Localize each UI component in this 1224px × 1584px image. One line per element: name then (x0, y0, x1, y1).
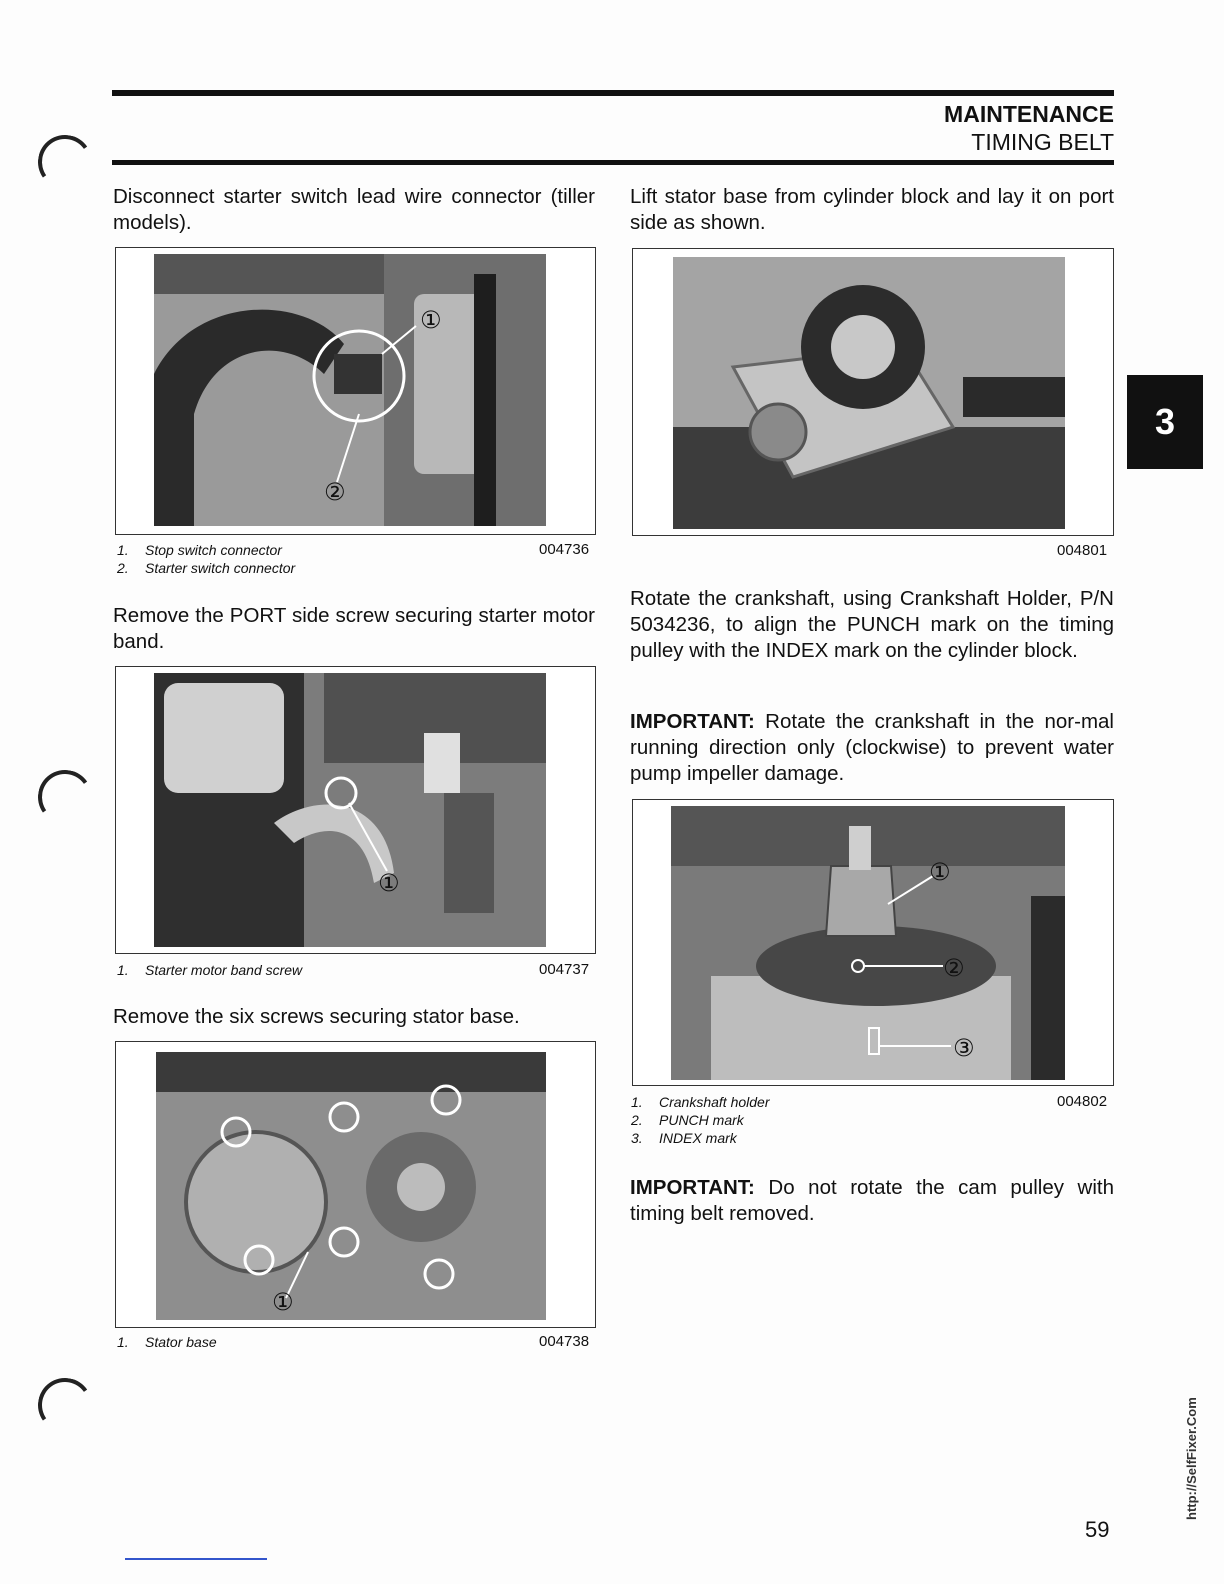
caption-list (117, 961, 417, 979)
header-rule-bottom (112, 160, 1114, 165)
important-label: IMPORTANT: (630, 710, 755, 733)
figure-number: 004802 (1057, 1093, 1108, 1110)
important-text: Do not rotate the cam pulley with timing belt removed. (630, 1176, 1114, 1225)
figure-stator-base (115, 1041, 596, 1328)
important-label: IMPORTANT: (630, 1176, 755, 1199)
caption-list (631, 1093, 931, 1147)
caption-item: 1. Crankshaft holder (631, 1094, 770, 1110)
figure-starter-connector (115, 247, 596, 535)
callout-1: ① (378, 870, 400, 897)
caption-item: 2. Starter switch connector (117, 560, 296, 576)
instruction-disconnect: Disconnect starter switch lead wire connector (tiller models). (113, 185, 595, 234)
instruction-lift-stator: Lift stator base from cylinder block and lay it on port side as shown. (630, 185, 1114, 234)
photo-stator-lifted (673, 257, 1065, 529)
photo-crankshaft-holder (671, 806, 1065, 1080)
caption-item: 3. INDEX mark (631, 1130, 737, 1146)
caption-item: 1. Stator base (117, 1334, 217, 1350)
caption-item: 1. Starter motor band screw (117, 962, 303, 978)
photo-starter-band (154, 673, 546, 947)
page-header (944, 100, 1114, 156)
binder-hole-top (34, 131, 97, 194)
bottom-rule (125, 1558, 267, 1560)
important-note-rotation (630, 709, 1114, 787)
instruction-remove-six-screws: Remove the six screws securing stator base. (113, 1005, 520, 1028)
subsection-title: TIMING BELT (971, 129, 1114, 155)
figure-number: 004738 (539, 1333, 590, 1350)
figure-number: 004736 (539, 541, 590, 558)
header-rule-top (112, 90, 1114, 96)
important-text: Rotate the crankshaft in the nor-mal running direction only (clockwise) to prevent water pump impeller damage. (630, 710, 1114, 785)
caption-item: 2. PUNCH mark (631, 1112, 744, 1128)
callout-1: ① (272, 1289, 294, 1316)
callout-2: ② (943, 955, 965, 982)
page-number: 59 (1085, 1517, 1110, 1542)
figure-stator-lifted (632, 248, 1114, 536)
figure-starter-band (115, 666, 596, 954)
caption-item: 1. Stop switch connector (117, 542, 282, 558)
binder-hole-middle (34, 766, 97, 829)
instruction-remove-screw: Remove the PORT side screw securing starter motor band. (113, 604, 595, 653)
callout-2: ② (324, 479, 346, 506)
callout-1: ① (929, 859, 951, 886)
section-title: MAINTENANCE (944, 101, 1114, 127)
caption-list (117, 1333, 417, 1351)
chapter-tab: 3 (1127, 375, 1203, 469)
photo-starter-connector (154, 254, 546, 526)
important-note-cam-pulley (630, 1175, 1114, 1227)
binder-hole-bottom (34, 1374, 97, 1437)
figure-number: 004737 (539, 961, 590, 978)
photo-stator-base (156, 1052, 546, 1320)
callout-1: ① (420, 307, 442, 334)
callout-3: ③ (953, 1035, 975, 1062)
instruction-rotate-crankshaft: Rotate the crankshaft, using Crankshaft Holder, P/N 5034236, to align the PUNCH mark on the timing pulley with the INDEX mark on the cylinder block. (630, 587, 1114, 662)
caption-list (117, 541, 417, 577)
figure-crankshaft-holder (632, 799, 1114, 1086)
figure-number: 004801 (1057, 542, 1108, 559)
watermark: http://SelfFixer.Com (1184, 1397, 1199, 1520)
